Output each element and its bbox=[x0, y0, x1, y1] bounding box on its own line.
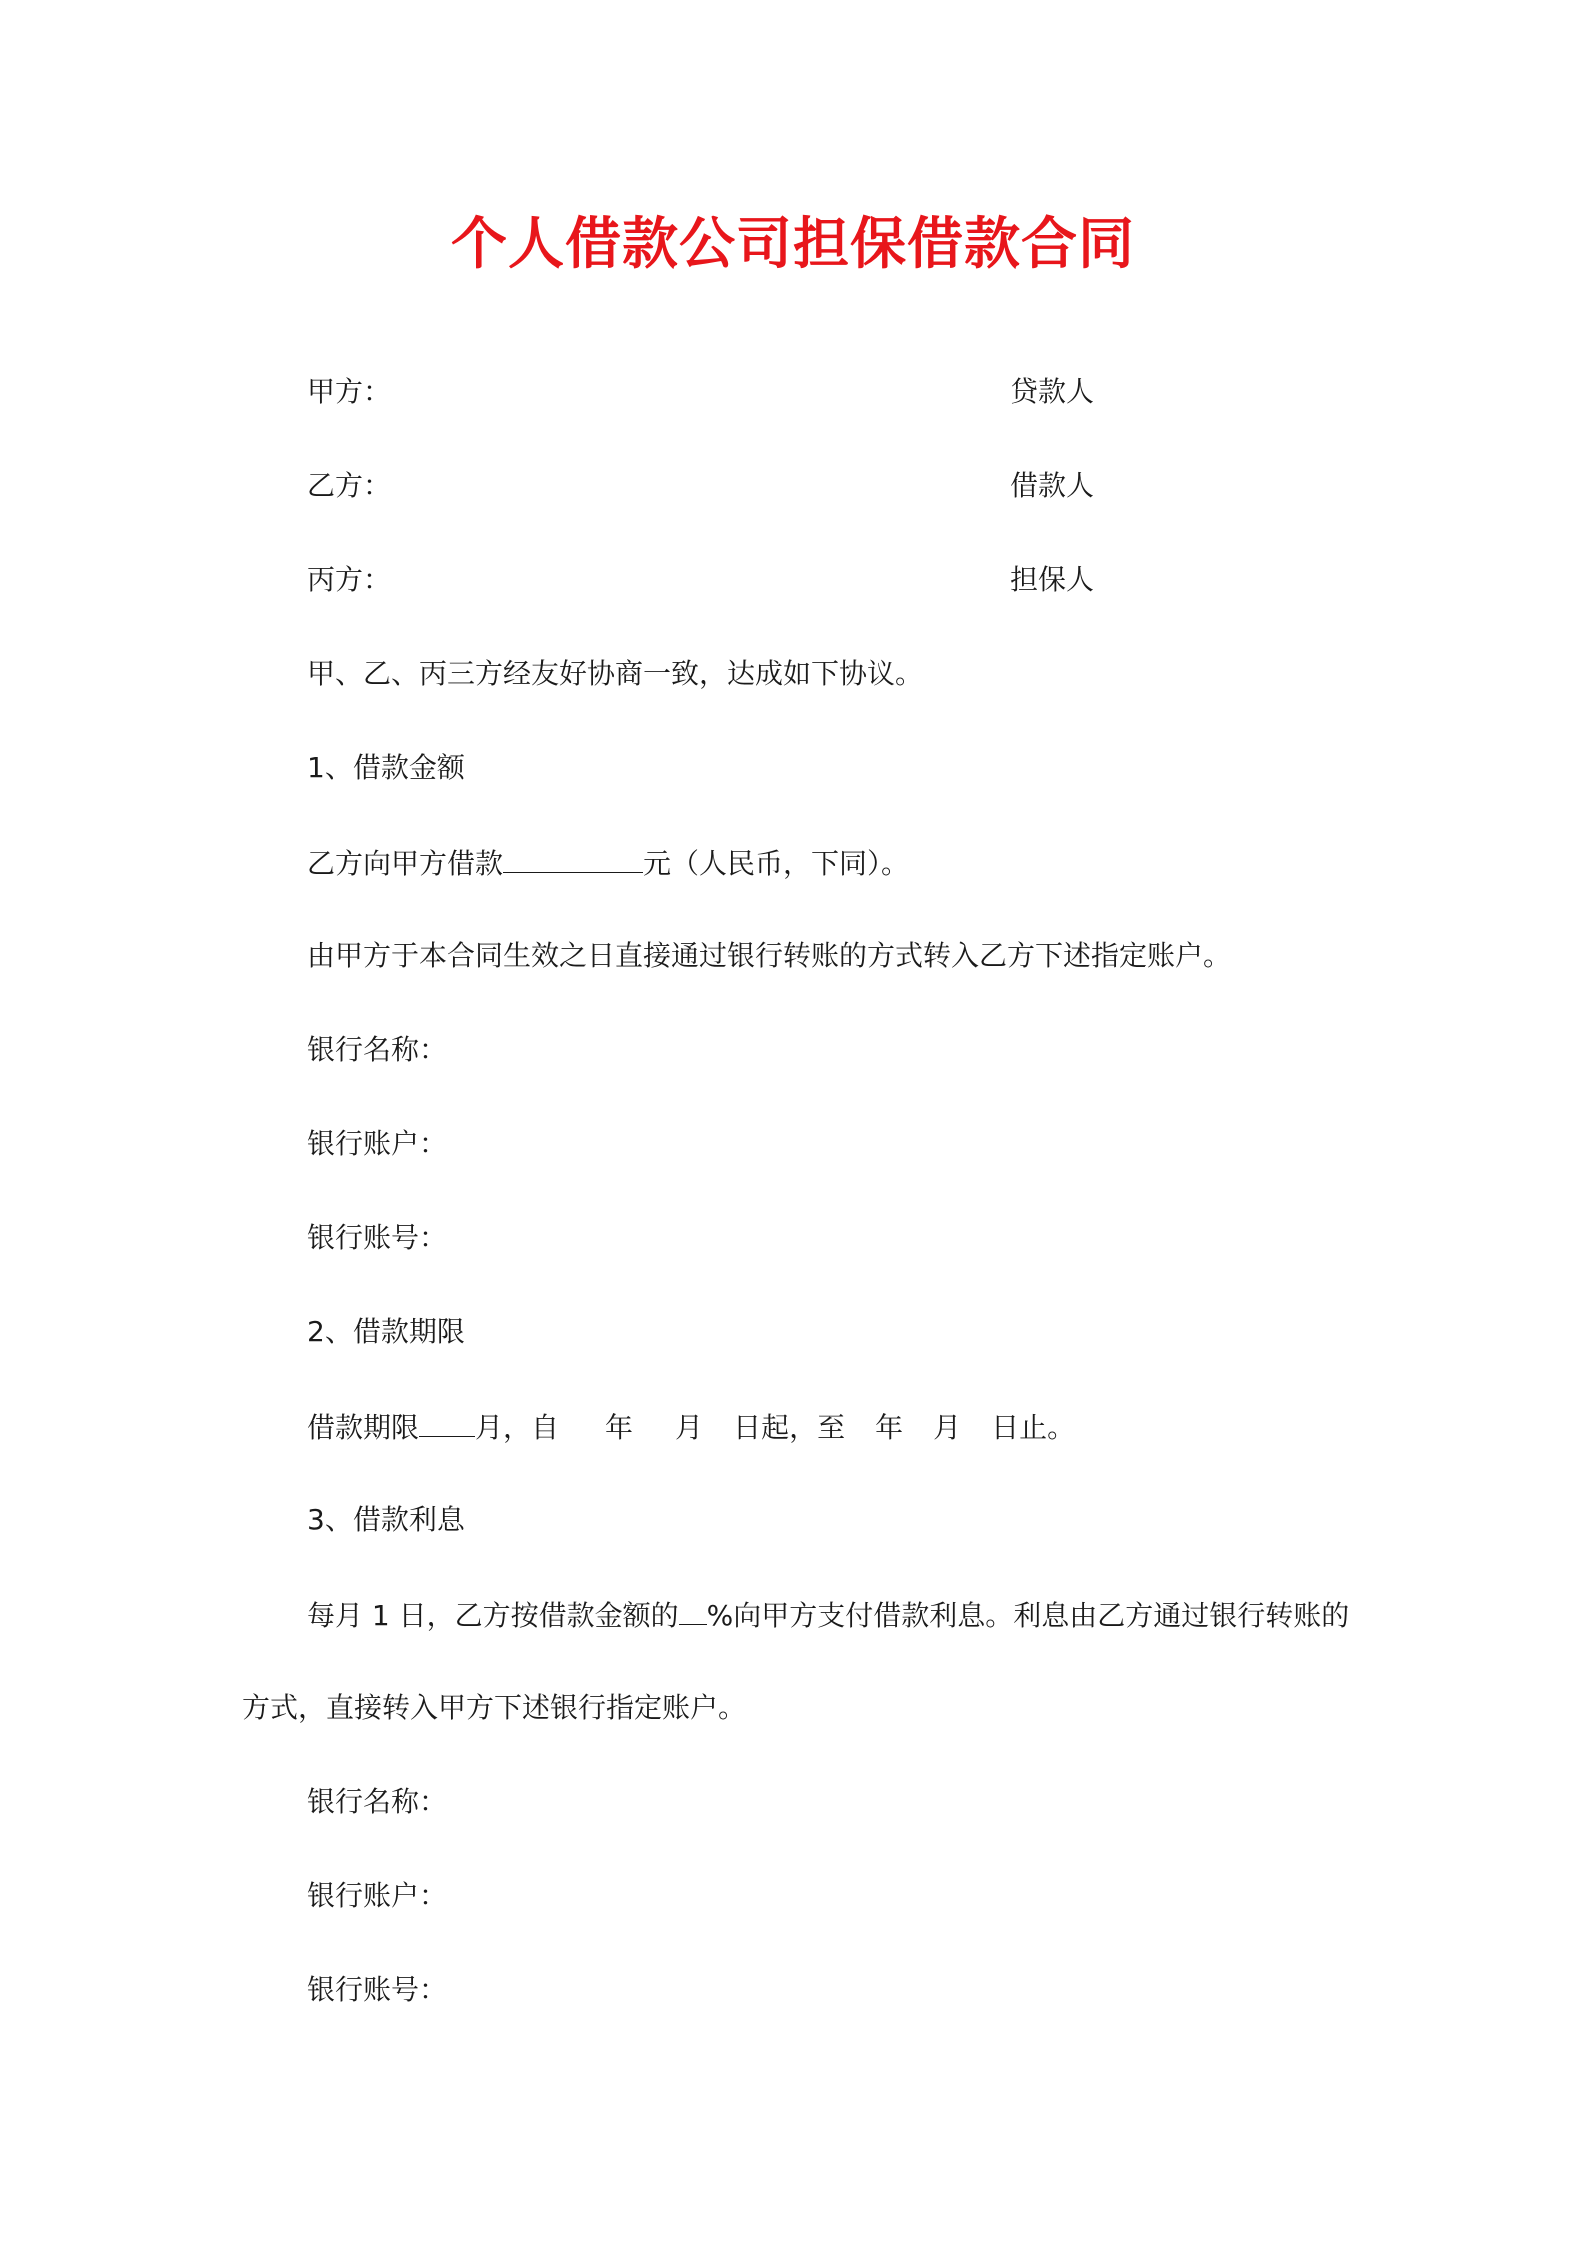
intro-paragraph: 甲、乙、丙三方经友好协商一致，达成如下协议。 bbox=[307, 657, 924, 690]
term-month-end: 月 bbox=[933, 1411, 962, 1444]
transfer-paragraph: 由甲方于本合同生效之日直接通过银行转账的方式转入乙方下述指定账户。 bbox=[307, 939, 1232, 972]
term-prefix: 借款期限 bbox=[307, 1411, 420, 1444]
term-month-blank bbox=[419, 1406, 475, 1437]
interest-rate-blank bbox=[679, 1594, 707, 1625]
interest-bank-name-label: 银行名称： bbox=[307, 1785, 448, 1818]
party-c-label: 丙方： bbox=[307, 563, 392, 596]
interest-continuation: 方式，直接转入甲方下述银行指定账户。 bbox=[242, 1691, 747, 1724]
interest-bank-account-label: 银行账户： bbox=[307, 1879, 448, 1912]
bank-number-label: 银行账号： bbox=[307, 1221, 448, 1254]
term-year-end: 年 bbox=[875, 1411, 904, 1444]
term-month: 月，自 bbox=[475, 1411, 560, 1444]
section-heading-term: 2、借款期限 bbox=[307, 1315, 465, 1348]
party-a-label: 甲方： bbox=[307, 375, 392, 408]
party-b-label: 乙方： bbox=[307, 469, 392, 502]
interest-prefix: 每月 1 日，乙方按借款金额的 bbox=[307, 1599, 679, 1632]
term-month-start: 月 bbox=[675, 1411, 704, 1444]
section-heading-amount: 1、借款金额 bbox=[307, 751, 465, 784]
term-line bbox=[307, 1406, 1075, 1448]
term-day-end: 日止。 bbox=[991, 1411, 1076, 1444]
interest-line bbox=[307, 1594, 1349, 1636]
section-heading-interest: 3、借款利息 bbox=[307, 1503, 465, 1536]
bank-account-label: 银行账户： bbox=[307, 1127, 448, 1160]
amount-suffix: 元（人民币，下同）。 bbox=[643, 847, 910, 880]
term-year-start: 年 bbox=[605, 1411, 634, 1444]
term-day-start: 日起，至 bbox=[733, 1411, 846, 1444]
party-a-role: 贷款人 bbox=[1010, 375, 1095, 408]
party-b-role: 借款人 bbox=[1010, 469, 1095, 502]
amount-blank bbox=[503, 842, 643, 873]
document-title: 个人借款公司担保借款合同 bbox=[451, 212, 1135, 277]
interest-suffix: %向甲方支付借款利息。利息由乙方通过银行转账的 bbox=[706, 1599, 1350, 1632]
interest-bank-number-label: 银行账号： bbox=[307, 1973, 448, 2006]
amount-line bbox=[307, 842, 909, 884]
amount-prefix: 乙方向甲方借款 bbox=[307, 847, 504, 880]
bank-name-label: 银行名称： bbox=[307, 1033, 448, 1066]
party-c-role: 担保人 bbox=[1010, 563, 1095, 596]
